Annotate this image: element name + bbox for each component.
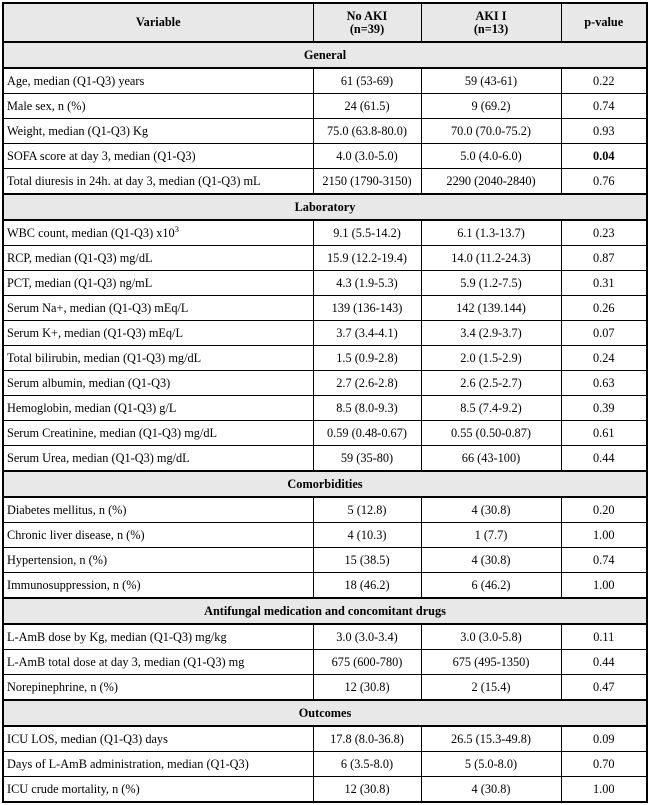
cell-no-aki: 8.5 (8.0-9.3) xyxy=(313,396,421,421)
cell-no-aki: 15.9 (12.2-19.4) xyxy=(313,246,421,271)
table-row xyxy=(3,497,647,523)
table-row xyxy=(3,726,647,752)
cell-pvalue: 0.31 xyxy=(561,271,647,296)
cell-variable: Serum Urea, median (Q1-Q3) mg/dL xyxy=(3,446,313,472)
cell-aki: 5.9 (1.2-7.5) xyxy=(421,271,561,296)
cell-pvalue: 1.00 xyxy=(561,523,647,548)
column-header-no-aki-label: No AKI xyxy=(346,8,388,23)
cell-aki: 2290 (2040-2840) xyxy=(421,169,561,195)
cell-variable: L-AmB dose by Kg, median (Q1-Q3) mg/kg xyxy=(3,624,313,650)
cell-aki: 6 (46.2) xyxy=(421,573,561,599)
section-header-label: General xyxy=(3,42,647,68)
section-header-label: Antifungal medication and concomitant drugs xyxy=(3,598,647,624)
cell-variable: Diabetes mellitus, n (%) xyxy=(3,497,313,523)
cell-variable: Serum Creatinine, median (Q1-Q3) mg/dL xyxy=(3,421,313,446)
table-row xyxy=(3,246,647,271)
cell-variable: Days of L-AmB administration, median (Q1-Q3) xyxy=(3,752,313,777)
cell-no-aki: 675 (600-780) xyxy=(313,650,421,675)
cell-no-aki: 17.8 (8.0-36.8) xyxy=(313,726,421,752)
table-row xyxy=(3,144,647,169)
cell-aki: 5.0 (4.0-6.0) xyxy=(421,144,561,169)
cell-no-aki: 139 (136-143) xyxy=(313,296,421,321)
column-header-aki xyxy=(421,3,561,42)
cell-aki: 2.0 (1.5-2.9) xyxy=(421,346,561,371)
cell-variable: Immunosuppression, n (%) xyxy=(3,573,313,599)
cell-aki: 142 (139.144) xyxy=(421,296,561,321)
cell-no-aki: 4.3 (1.9-5.3) xyxy=(313,271,421,296)
cell-pvalue: 0.74 xyxy=(561,548,647,573)
cell-variable: ICU crude mortality, n (%) xyxy=(3,777,313,803)
cell-pvalue: 0.07 xyxy=(561,321,647,346)
section-header-row xyxy=(3,194,647,220)
cell-pvalue: 1.00 xyxy=(561,777,647,803)
column-header-aki-count: (n=13) xyxy=(473,21,509,36)
cell-aki: 4 (30.8) xyxy=(421,548,561,573)
table-row xyxy=(3,548,647,573)
column-header-variable xyxy=(3,3,313,42)
table-row xyxy=(3,119,647,144)
cell-no-aki: 1.5 (0.9-2.8) xyxy=(313,346,421,371)
cell-no-aki: 75.0 (63.8-80.0) xyxy=(313,119,421,144)
cell-variable: Weight, median (Q1-Q3) Kg xyxy=(3,119,313,144)
table-row xyxy=(3,296,647,321)
cell-no-aki: 12 (30.8) xyxy=(313,675,421,701)
section-header-row xyxy=(3,598,647,624)
cell-no-aki: 2.7 (2.6-2.8) xyxy=(313,371,421,396)
cell-aki: 8.5 (7.4-9.2) xyxy=(421,396,561,421)
cell-pvalue: 0.11 xyxy=(561,624,647,650)
cell-aki: 3.0 (3.0-5.8) xyxy=(421,624,561,650)
cell-no-aki: 2150 (1790-3150) xyxy=(313,169,421,195)
cell-aki: 1 (7.7) xyxy=(421,523,561,548)
clinical-comparison-table xyxy=(2,2,648,803)
cell-aki: 26.5 (15.3-49.8) xyxy=(421,726,561,752)
cell-variable: L-AmB total dose at day 3, median (Q1-Q3) mg xyxy=(3,650,313,675)
column-header-pvalue-label: p-value xyxy=(584,15,624,30)
section-header-row xyxy=(3,471,647,497)
table-header-row xyxy=(3,3,647,42)
cell-variable: RCP, median (Q1-Q3) mg/dL xyxy=(3,246,313,271)
cell-pvalue: 0.44 xyxy=(561,650,647,675)
cell-pvalue: 0.76 xyxy=(561,169,647,195)
cell-no-aki: 5 (12.8) xyxy=(313,497,421,523)
table-row xyxy=(3,94,647,119)
table-row xyxy=(3,446,647,472)
cell-variable: PCT, median (Q1-Q3) ng/mL xyxy=(3,271,313,296)
cell-no-aki: 24 (61.5) xyxy=(313,94,421,119)
table-row xyxy=(3,321,647,346)
cell-pvalue: 0.74 xyxy=(561,94,647,119)
section-header-row xyxy=(3,42,647,68)
column-header-pvalue xyxy=(561,3,647,42)
cell-variable: Total bilirubin, median (Q1-Q3) mg/dL xyxy=(3,346,313,371)
table-row xyxy=(3,777,647,803)
cell-aki: 5 (5.0-8.0) xyxy=(421,752,561,777)
table-header xyxy=(3,3,647,42)
cell-aki: 9 (69.2) xyxy=(421,94,561,119)
column-header-no-aki xyxy=(313,3,421,42)
table-row xyxy=(3,523,647,548)
cell-aki: 0.55 (0.50-0.87) xyxy=(421,421,561,446)
cell-no-aki: 18 (46.2) xyxy=(313,573,421,599)
cell-aki: 59 (43-61) xyxy=(421,68,561,94)
cell-pvalue: 0.22 xyxy=(561,68,647,94)
table-row xyxy=(3,573,647,599)
cell-variable: Age, median (Q1-Q3) years xyxy=(3,68,313,94)
cell-variable-text: WBC count, median (Q1-Q3) x10 xyxy=(7,225,175,240)
cell-variable: Hemoglobin, median (Q1-Q3) g/L xyxy=(3,396,313,421)
cell-aki: 675 (495-1350) xyxy=(421,650,561,675)
cell-aki: 14.0 (11.2-24.3) xyxy=(421,246,561,271)
column-header-aki-label: AKI I xyxy=(475,8,507,23)
cell-aki: 4 (30.8) xyxy=(421,497,561,523)
cell-pvalue: 0.23 xyxy=(561,220,647,246)
cell-pvalue: 0.39 xyxy=(561,396,647,421)
table-row xyxy=(3,650,647,675)
table-row xyxy=(3,675,647,701)
cell-pvalue: 0.93 xyxy=(561,119,647,144)
cell-aki: 3.4 (2.9-3.7) xyxy=(421,321,561,346)
cell-pvalue: 0.63 xyxy=(561,371,647,396)
cell-pvalue: 0.09 xyxy=(561,726,647,752)
cell-pvalue: 0.61 xyxy=(561,421,647,446)
column-header-variable-label: Variable xyxy=(135,15,181,30)
cell-variable: Male sex, n (%) xyxy=(3,94,313,119)
table-row xyxy=(3,371,647,396)
cell-variable: ICU LOS, median (Q1-Q3) days xyxy=(3,726,313,752)
cell-variable: Serum K+, median (Q1-Q3) mEq/L xyxy=(3,321,313,346)
cell-no-aki: 12 (30.8) xyxy=(313,777,421,803)
cell-no-aki: 9.1 (5.5-14.2) xyxy=(313,220,421,246)
cell-aki: 66 (43-100) xyxy=(421,446,561,472)
cell-aki: 2.6 (2.5-2.7) xyxy=(421,371,561,396)
table-row xyxy=(3,421,647,446)
section-header-label: Outcomes xyxy=(3,700,647,726)
cell-pvalue: 0.87 xyxy=(561,246,647,271)
cell-no-aki: 4 (10.3) xyxy=(313,523,421,548)
table-row xyxy=(3,169,647,195)
cell-pvalue: 0.24 xyxy=(561,346,647,371)
cell-no-aki: 6 (3.5-8.0) xyxy=(313,752,421,777)
cell-variable: Serum Na+, median (Q1-Q3) mEq/L xyxy=(3,296,313,321)
cell-pvalue: 0.44 xyxy=(561,446,647,472)
cell-variable: Hypertension, n (%) xyxy=(3,548,313,573)
cell-aki: 2 (15.4) xyxy=(421,675,561,701)
table-row xyxy=(3,271,647,296)
column-header-no-aki-count: (n=39) xyxy=(349,21,385,36)
cell-no-aki: 0.59 (0.48-0.67) xyxy=(313,421,421,446)
cell-no-aki: 3.0 (3.0-3.4) xyxy=(313,624,421,650)
cell-aki: 4 (30.8) xyxy=(421,777,561,803)
cell-no-aki: 3.7 (3.4-4.1) xyxy=(313,321,421,346)
cell-no-aki: 4.0 (3.0-5.0) xyxy=(313,144,421,169)
cell-no-aki: 61 (53-69) xyxy=(313,68,421,94)
cell-variable: Serum albumin, median (Q1-Q3) xyxy=(3,371,313,396)
cell-variable xyxy=(3,220,313,246)
section-header-label: Laboratory xyxy=(3,194,647,220)
cell-pvalue: 0.47 xyxy=(561,675,647,701)
table-row xyxy=(3,68,647,94)
cell-pvalue: 1.00 xyxy=(561,573,647,599)
cell-variable: Chronic liver disease, n (%) xyxy=(3,523,313,548)
cell-pvalue: 0.26 xyxy=(561,296,647,321)
table-row xyxy=(3,346,647,371)
section-header-label: Comorbidities xyxy=(3,471,647,497)
cell-pvalue: 0.04 xyxy=(561,144,647,169)
cell-pvalue: 0.20 xyxy=(561,497,647,523)
table-body xyxy=(3,42,647,802)
cell-variable-superscript: 3 xyxy=(174,224,179,234)
cell-variable: Norepinephrine, n (%) xyxy=(3,675,313,701)
cell-variable: Total diuresis in 24h. at day 3, median (Q1-Q3) mL xyxy=(3,169,313,195)
cell-no-aki: 15 (38.5) xyxy=(313,548,421,573)
cell-aki: 6.1 (1.3-13.7) xyxy=(421,220,561,246)
cell-variable: SOFA score at day 3, median (Q1-Q3) xyxy=(3,144,313,169)
table-row xyxy=(3,220,647,246)
cell-no-aki: 59 (35-80) xyxy=(313,446,421,472)
section-header-row xyxy=(3,700,647,726)
table-row xyxy=(3,624,647,650)
cell-aki: 70.0 (70.0-75.2) xyxy=(421,119,561,144)
table-row xyxy=(3,752,647,777)
cell-pvalue: 0.70 xyxy=(561,752,647,777)
table-row xyxy=(3,396,647,421)
